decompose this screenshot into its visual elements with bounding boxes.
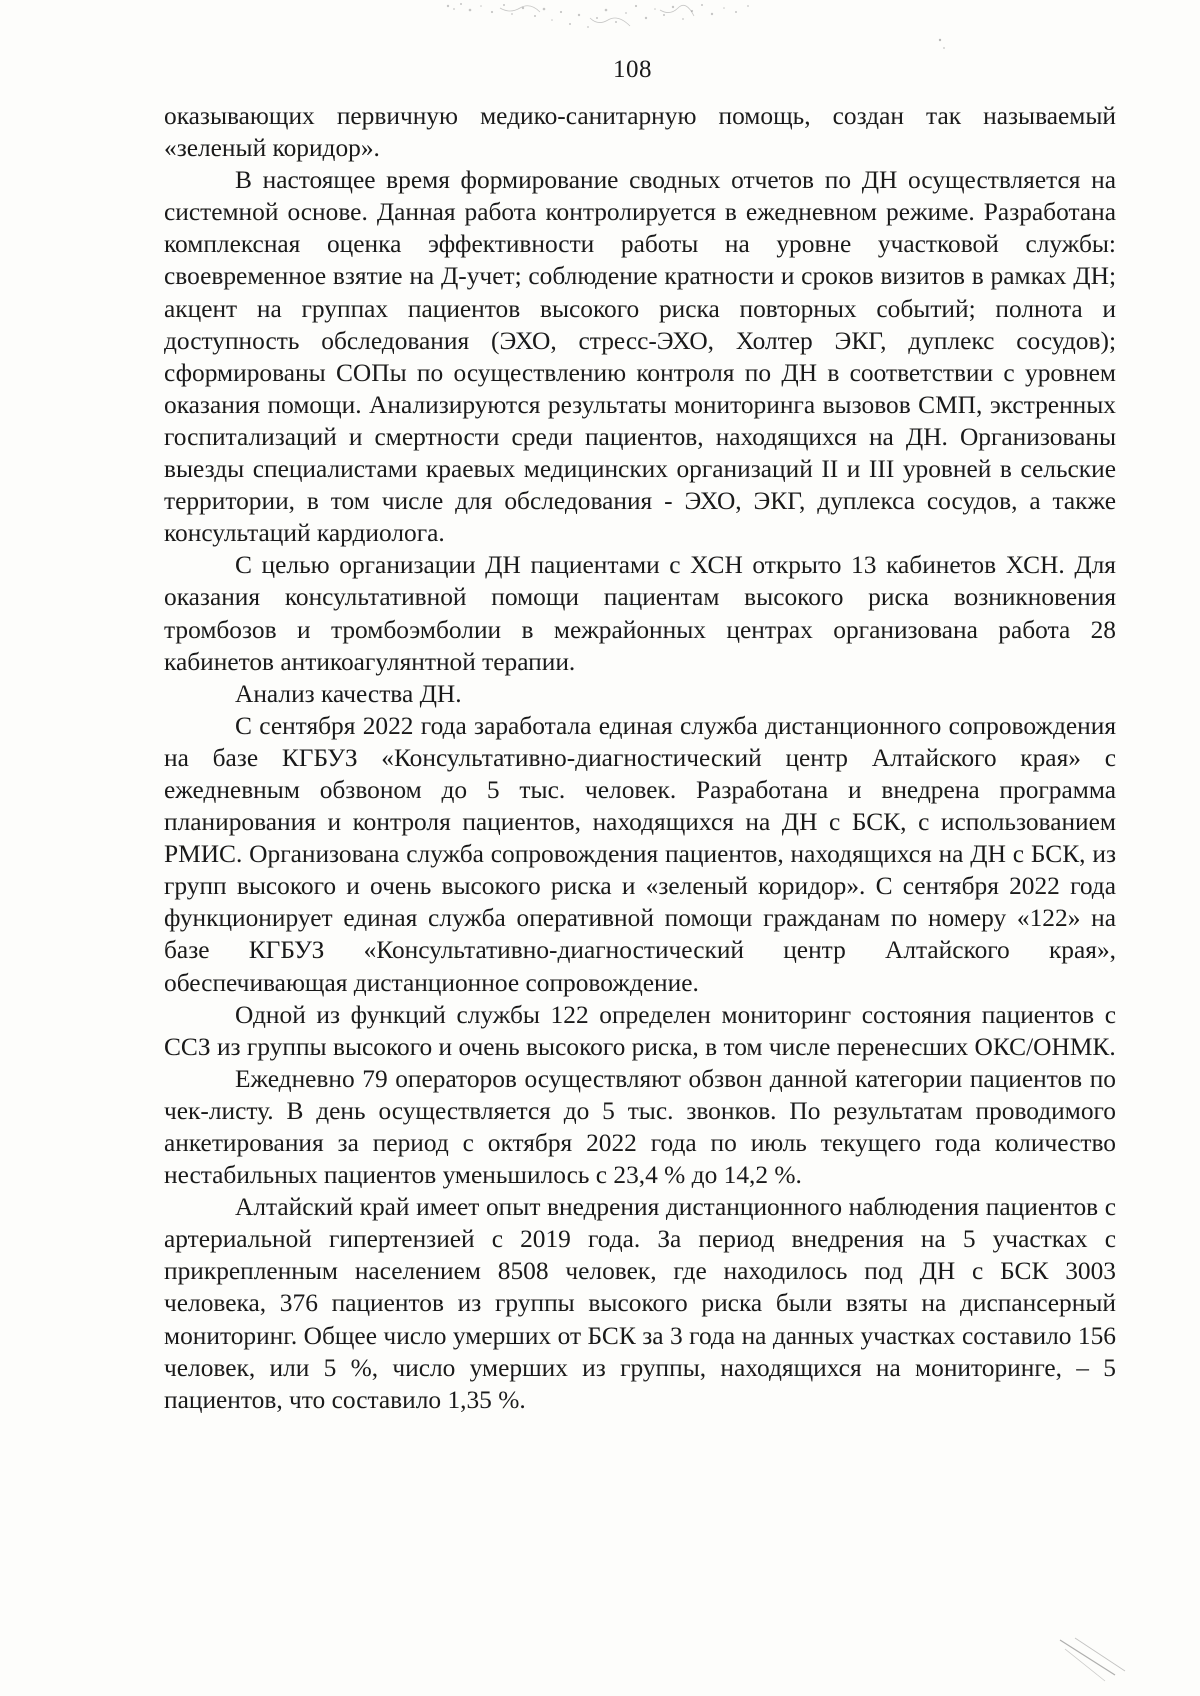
paragraph: В настоящее время формирование сводных отчетов по ДН осуществляется на системной основе. Данная работа контролируется в ежедневном режиме. Разработана комплексная оценка эффективности работы на уровне участковой службы: своевременное взятие на Д-учет; соблюдение кратности и сроков визитов в рамках ДН; акцент на группах пациентов высокого риска повторных событий; полнота и доступность обследования (ЭХО, стресс-ЭХО, Холтер ЭКГ, дуплекс сосудов); сформированы СОПы по осуществлению контроля по ДН в соответствии с уровнем оказания помощи. Анализируются результаты мониторинга вызовов СМП, экстренных госпитализаций и смертности среди пациентов, находящихся на ДН. Организованы выезды специалистами краевых медицинских организаций II и III уровней в сельские территории, в том числе для обследования - ЭХО, ЭКГ, дуплекса сосудов, а также консультаций кардиолога. [164,166,1116,548]
page-number: 108 [613,56,652,83]
paragraph: С сентября 2022 года заработала единая служба дистанционного сопровождения на базе КГБУЗ «Консультативно-диагностический центр Алтайского края» с ежедневным обзвоном до 5 тыс. человек. Разработана и внедрена программа планирования и контроля пациентов, находящихся на ДН с БСК, с использованием РМИС. Организована служба сопровождения пациентов, находящихся на ДН с БСК, из групп высокого и очень высокого риска и «зеленый коридор». С сентября 2022 года функционирует единая служба оперативной помощи гражданам по номеру «122» на базе КГБУЗ «Консультативно-диагностический центр Алтайского края», обеспечивающая дистанционное сопровождение. [164,711,1116,997]
paragraph: Одной из функций службы 122 определен мониторинг состояния пациентов с ССЗ из группы высокого и очень высокого риска, в том числе перенесших ОКС/ОНМК. [164,1000,1116,1061]
paragraph: Алтайский край имеет опыт внедрения дистанционного наблюдения пациентов с артериальной гипертензией с 2019 года. За период внедрения на 5 участках с прикрепленным населением 8508 человек, где находилось под ДН с БСК 3003 человека, 376 пациентов из группы высокого риска были взяты на диспансерный мониторинг. Общее число умерших от БСК за 3 года на данных участках составило 156 человек, или 5 %, число умерших из группы, находящихся на мониторинге, – 5 пациентов, что составило 1,35 %. [164,1193,1116,1414]
paragraph: Анализ качества ДН. [235,679,462,708]
paragraph: Ежедневно 79 операторов осуществляют обзвон данной категории пациентов по чек-листу. В день осуществляется до 5 тыс. звонков. По результатам проводимого анкетирования за период с октября 2022 года по июль текущего года количество нестабильных пациентов уменьшилось с 23,4 % до 14,2 %. [164,1064,1116,1190]
paragraph: С целью организации ДН пациентами с ХСН открыто 13 кабинетов ХСН. Для оказания консультативной помощи пациентам высокого риска возникновения тромбозов и тромбоэмболии в межрайонных центрах организована работа 28 кабинетов антикоагулянтной терапии. [164,551,1116,676]
document-body [164,100,1116,1416]
paragraph: оказывающих первичную медико-санитарную помощь, создан так называемый «зеленый коридор». [164,102,1116,163]
scan-noise-artifact [440,0,780,40]
scan-mark-artifact [1055,1635,1135,1685]
